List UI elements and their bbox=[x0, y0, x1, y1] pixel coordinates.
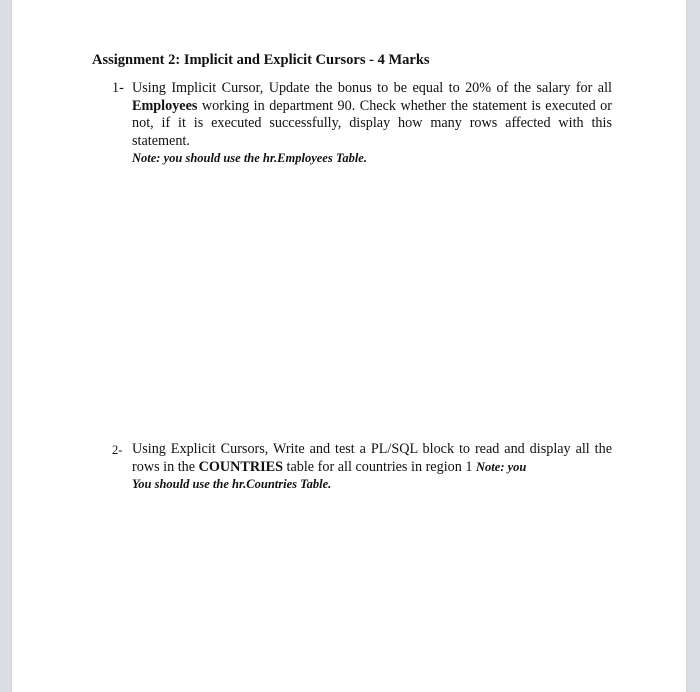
item-text-before: Using Implicit Cursor, Update the bonus to be equal to 20% of the salary for all bbox=[132, 80, 612, 96]
item-note: You should use the hr.Countries Table. bbox=[132, 477, 332, 491]
item-text-after: table for all countries in region 1 bbox=[282, 458, 477, 475]
document-page bbox=[12, 0, 686, 692]
list-item-1 bbox=[112, 80, 612, 168]
item-text-after: working in department 90. Check whether the statement is executed or not, if it is executed successfully, display how many rows affected with this statement. bbox=[132, 97, 612, 149]
list-item-2 bbox=[112, 441, 612, 494]
assignment-heading: Assignment 2: Implicit and Explicit Cursors - 4 Marks bbox=[92, 52, 430, 68]
item-body bbox=[132, 80, 612, 168]
item-body bbox=[132, 441, 612, 494]
item-note: Note: you should use the hr.Employees Table. bbox=[132, 151, 367, 165]
item-note-inline: Note: you bbox=[476, 459, 527, 474]
item-text-before: Using Explicit Cursors, Write and test a PL/SQL block to read and display all the rows in the bbox=[132, 441, 612, 475]
item-number: 1- bbox=[112, 80, 124, 96]
item-bold-term: COUNTRIES bbox=[198, 458, 283, 475]
item-number: 2- bbox=[112, 443, 123, 457]
item-bold-term: Employees bbox=[132, 97, 198, 114]
